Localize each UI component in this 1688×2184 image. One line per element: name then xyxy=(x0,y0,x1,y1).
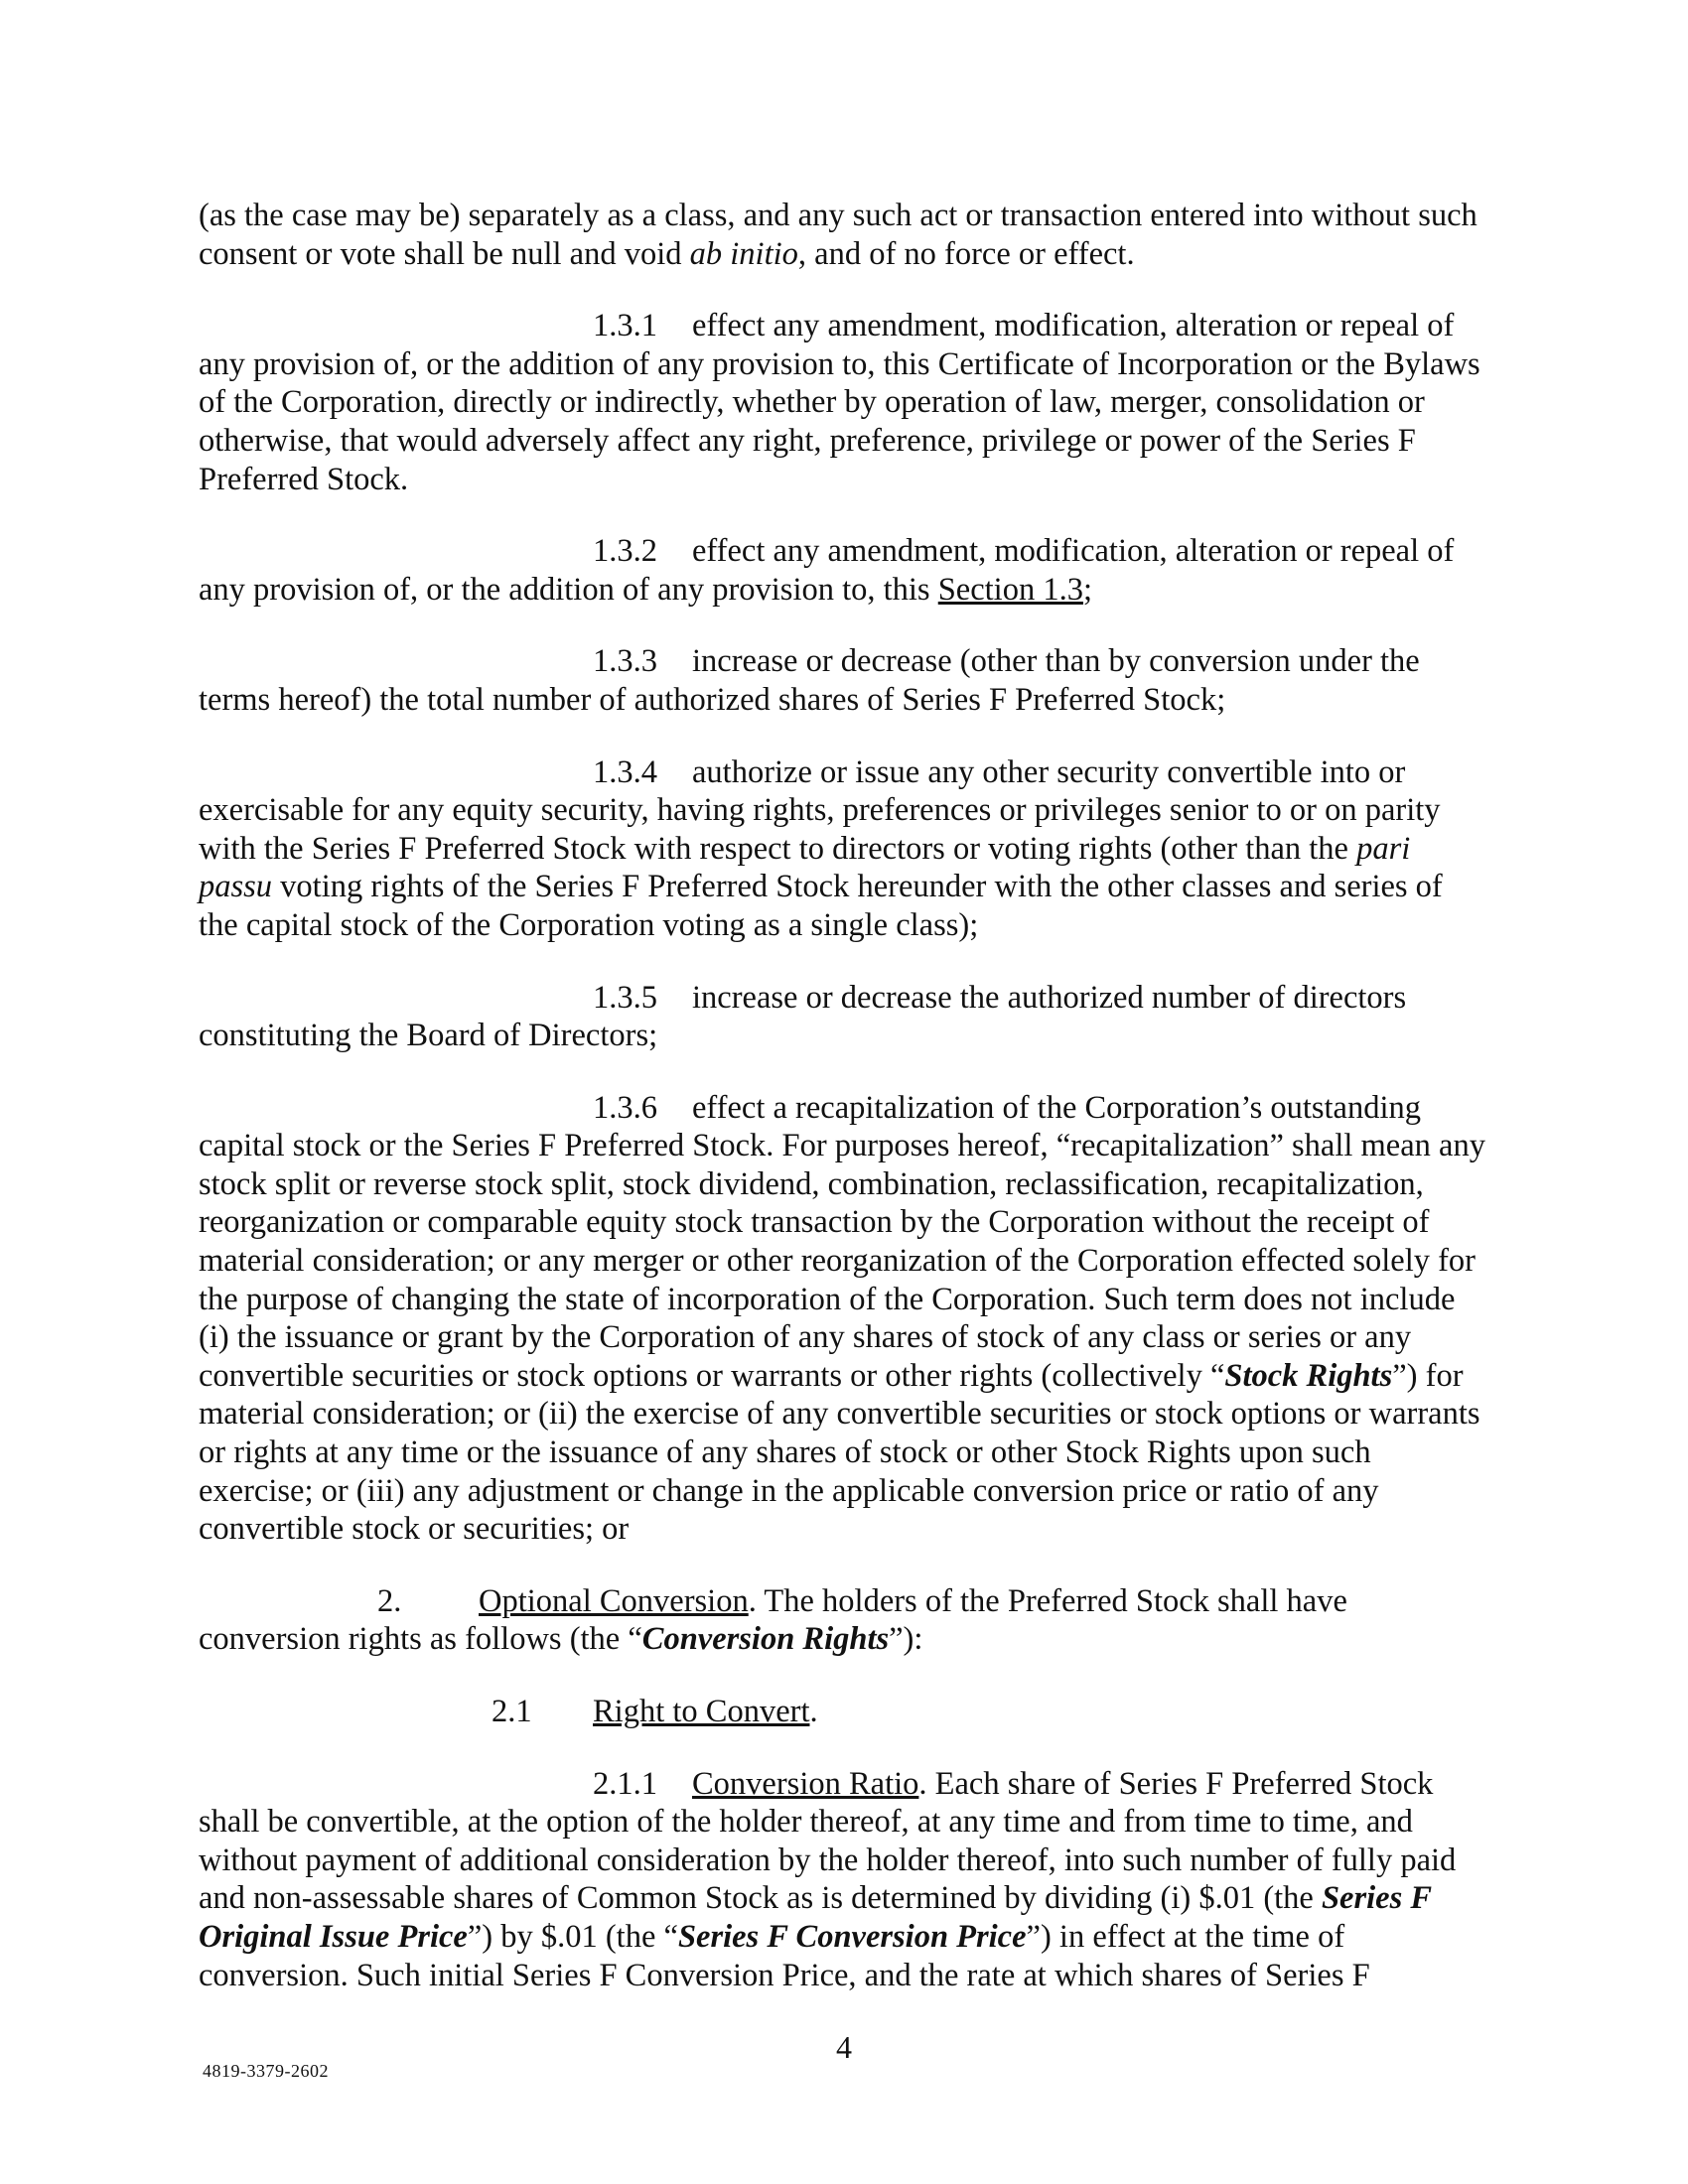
paragraph-text: . Each share of Series F Preferred Stock shall be convertible, at the option of the holder thereof, at any time and from time to time, and without payment of additional consideration by the holder thereof, into such number of fully paid and non-assessable shares of Common Stock as is determined by dividing (i) $.01 (the xyxy=(199,1765,1457,1917)
section-number: 1.3.3 xyxy=(593,643,657,680)
paragraph-1-3-2 xyxy=(199,532,1489,609)
paragraph-continuation xyxy=(199,197,1489,273)
section-number: 1.3.4 xyxy=(593,753,657,790)
document-body xyxy=(199,197,1489,2028)
section-number: 1.3.1 xyxy=(593,308,657,344)
paragraph-text: effect a recapitalization of the Corporation’s outstanding capital stock or the Series F Preferred Stock. For purposes hereof, “recapitalization” shall mean any stock split or reverse stock split, stock dividend, combination, reclassification, recapitalization, reorganization or comparable equity stock transaction by the Corporation without the receipt of material consideration; or any merger or other reorganization of the Corporation effected solely for the purpose of changing the state of incorporation of the Corporation. Such term does not include (i) the issuance or grant by the Corporation of any shares of stock of any class or series or any convertible securities or stock options or warrants or other rights (collectively “ xyxy=(199,1089,1485,1394)
section-number: 2.1 xyxy=(492,1694,532,1729)
paragraph-text: . The holders of the Preferred Stock shall have conversion rights as follows (the “ xyxy=(199,1582,1347,1658)
paragraph-text: increase or decrease the authorized number of directors constituting the Board of Directors; xyxy=(199,979,1407,1054)
paragraph-text: increase or decrease (other than by conversion under the terms hereof) the total number of authorized shares of Series F Preferred Stock; xyxy=(199,643,1420,718)
section-heading: Right to Convert xyxy=(593,1694,810,1729)
paragraph-text: effect any amendment, modification, alteration or repeal of any provision of, or the addition of any provision to, this xyxy=(199,533,1455,608)
italic-term: ab initio xyxy=(689,235,798,272)
section-number: 1.3.5 xyxy=(593,979,657,1016)
paragraph-1-3-1 xyxy=(199,307,1489,498)
section-heading: Conversion Ratio xyxy=(692,1765,919,1802)
paragraph-1-3-5 xyxy=(199,979,1489,1055)
section-number: 1.3.6 xyxy=(593,1089,657,1126)
page-number: 4 xyxy=(836,2029,852,2065)
paragraph-text: voting rights of the Series F Preferred Stock hereunder with the other classes and series of the capital stock of the Corporation voting as a single class); xyxy=(199,869,1443,943)
paragraph-text: ”) in effect at the time of conversion. Such initial Series F Conversion Price, and the rate at which shares of Series F xyxy=(199,1918,1370,1993)
defined-term: Series F Conversion Price xyxy=(677,1918,1027,1955)
section-heading: Optional Conversion xyxy=(479,1582,749,1619)
document-id: 4819-3379-2602 xyxy=(203,2061,329,2081)
section-reference-link: Section 1.3 xyxy=(937,571,1083,608)
defined-term: Conversion Rights xyxy=(641,1621,890,1658)
paragraph-text: effect any amendment, modification, alteration or repeal of any provision of, or the addition of any provision to, this Certificate of Incorporation or the Bylaws of the Corporation, directly or indirectly, whether by operation of law, merger, consolidation or otherwise, that would adversely affect any right, preference, privilege or power of the Series F Preferred Stock. xyxy=(199,308,1480,497)
paragraph-text: (as the case may be) separately as a class, and any such act or transaction entered into without such consent or vote shall be null and void xyxy=(199,198,1477,272)
paragraph-1-3-4 xyxy=(199,753,1489,945)
paragraph-text: ; xyxy=(1082,571,1092,608)
paragraph-text: ”): xyxy=(889,1621,923,1658)
paragraph-2-1-1 xyxy=(199,1765,1489,1995)
section-number: 2. xyxy=(377,1582,402,1619)
paragraph-text: , and of no force or effect. xyxy=(797,235,1135,272)
section-number: 1.3.2 xyxy=(593,533,657,570)
paragraph-text: ”) by $.01 (the “ xyxy=(467,1918,678,1955)
italic-term: pari passu xyxy=(199,830,1411,905)
paragraph-2-1 xyxy=(199,1693,1489,1731)
paragraph-text: . xyxy=(809,1694,818,1729)
defined-term: Stock Rights xyxy=(1224,1357,1393,1394)
section-number: 2.1.1 xyxy=(593,1765,657,1802)
paragraph-1-3-3 xyxy=(199,642,1489,719)
paragraph-text: authorize or issue any other security convertible into or exercisable for any equity security, having rights, preferences or privileges senior to or on parity with the Series F Preferred Stock with respect to directors or voting rights (other than the xyxy=(199,753,1441,867)
paragraph-1-3-6 xyxy=(199,1089,1489,1549)
paragraph-text: ”) for material consideration; or (ii) the exercise of any convertible securities or stock options or warrants or rights at any time or the issuance of any shares of stock or other Stock Rights upon such exercise; or (iii) any adjustment or change in the applicable conversion price or ratio of any convertible stock or securities; or xyxy=(199,1357,1480,1548)
defined-term: Series F Original Issue Price xyxy=(199,1880,1432,1955)
paragraph-2 xyxy=(199,1582,1489,1659)
